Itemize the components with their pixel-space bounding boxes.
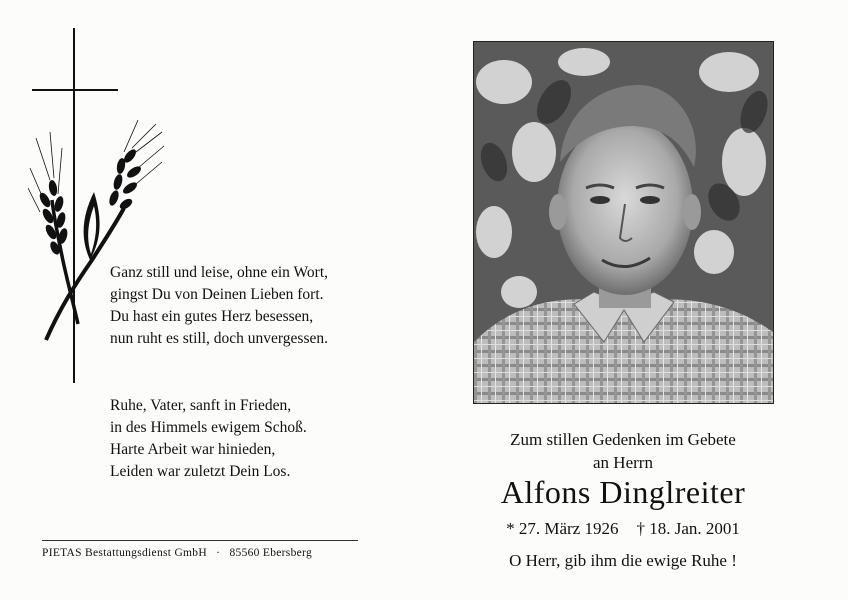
poem-line: Ganz still und leise, ohne ein Wort, bbox=[110, 264, 329, 281]
prayer-line: O Herr, gib ihm die ewige Ruhe ! bbox=[509, 551, 737, 570]
portrait-photo bbox=[473, 41, 774, 404]
poem-line: nun ruht es still, doch unvergessen. bbox=[110, 330, 328, 347]
poem-line: in des Himmels ewigem Schoß. bbox=[110, 419, 307, 436]
poem-line: Harte Arbeit war hinieden, bbox=[110, 441, 276, 458]
funeral-home-footer bbox=[42, 547, 312, 559]
death-date: † 18. Jan. 2001 bbox=[636, 519, 740, 538]
birth-date: * 27. März 1926 bbox=[506, 519, 619, 538]
poem-line: Leiden war zuletzt Dein Los. bbox=[110, 463, 291, 480]
deceased-name: Alfons Dinglreiter bbox=[500, 474, 746, 510]
poem-line: Du hast ein gutes Herz besessen, bbox=[110, 308, 314, 325]
footer-separator: · bbox=[216, 547, 221, 559]
footer-divider bbox=[42, 540, 358, 541]
poem-line: gingst Du von Deinen Lieben fort. bbox=[110, 286, 324, 303]
life-dates bbox=[473, 519, 773, 539]
memorial-heading: Zum stillen Gedenken im Gebete bbox=[510, 430, 736, 449]
memorial-salutation: an Herrn bbox=[593, 453, 653, 472]
poem-line: Ruhe, Vater, sanft in Frieden, bbox=[110, 397, 292, 414]
funeral-home-address: 85560 Ebersberg bbox=[229, 547, 313, 559]
funeral-home-name: PIETAS Bestattungsdienst GmbH bbox=[42, 547, 207, 559]
poem-stanza-2 bbox=[110, 395, 307, 483]
poem-stanza-1 bbox=[110, 262, 328, 350]
